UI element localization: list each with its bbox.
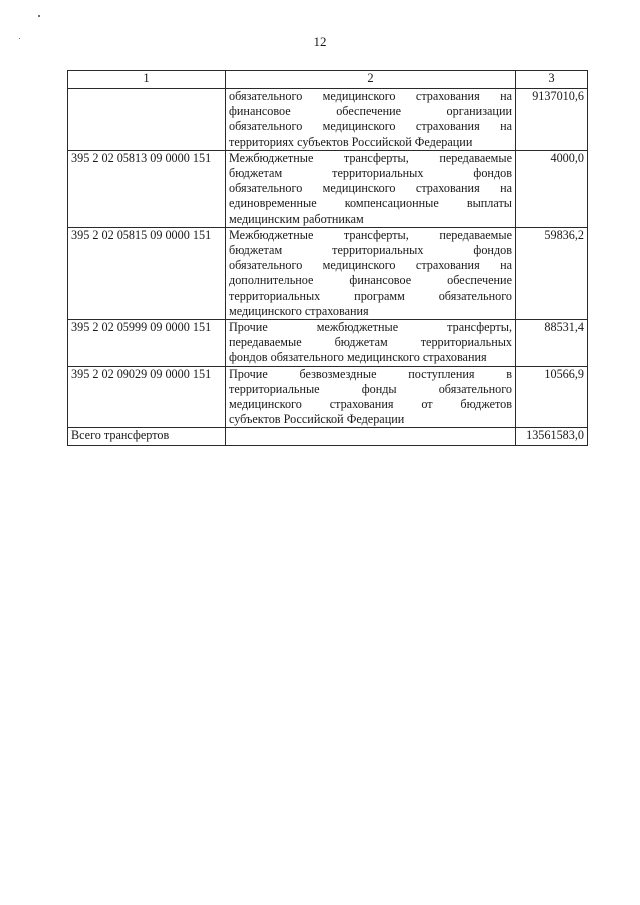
description-line: Межбюджетные трансферты, передаваемые (229, 227, 512, 242)
table-row (68, 89, 588, 151)
description-line: единовременные компенсационные выплаты (229, 196, 512, 211)
description-line: обязательного медицинского страхования на (229, 89, 512, 103)
description-line: бюджетам территориальных фондов (229, 166, 512, 181)
amount-cell: 4000,0 (516, 150, 588, 227)
description-line: бюджетам территориальных фондов (229, 243, 512, 258)
budget-code-cell: 395 2 02 05815 09 0000 151 (68, 227, 226, 319)
description-line: медицинского страхования от бюджетов (229, 397, 512, 412)
budget-code-cell (68, 89, 226, 151)
table-header-row (68, 71, 588, 89)
column-header-1: 1 (68, 71, 226, 89)
description-line: медицинского страхования (229, 303, 369, 318)
page-number: 12 (313, 34, 327, 49)
scan-speck (19, 38, 20, 39)
description-line: Межбюджетные трансферты, передаваемые (229, 150, 512, 165)
description-line: Прочие межбюджетные трансферты, (229, 320, 512, 335)
table-body (68, 71, 588, 446)
scan-speck (38, 15, 40, 17)
description-line: территориях субъектов Российской Федерации (229, 134, 473, 149)
description-line: финансовое обеспечение организации (229, 104, 512, 119)
total-label: Всего трансфертов (68, 428, 226, 446)
description-cell (226, 150, 516, 227)
description-line: фондов обязательного медицинского страхования (229, 350, 487, 365)
column-header-2: 2 (226, 71, 516, 89)
description-cell (226, 366, 516, 428)
description-cell (226, 320, 516, 367)
budget-code-cell: 395 2 02 05813 09 0000 151 (68, 150, 226, 227)
transfers-table (67, 70, 588, 446)
amount-cell: 88531,4 (516, 320, 588, 367)
description-cell (226, 227, 516, 319)
column-header-3: 3 (516, 71, 588, 89)
description-line: субъектов Российской Федерации (229, 412, 405, 427)
budget-code-cell: 395 2 02 09029 09 0000 151 (68, 366, 226, 428)
total-row (68, 428, 588, 446)
amount-cell: 59836,2 (516, 227, 588, 319)
description-line: обязательного медицинского страхования на (229, 119, 512, 134)
total-empty-cell (226, 428, 516, 446)
table-row (68, 320, 588, 367)
description-line: обязательного медицинского страхования на (229, 258, 512, 273)
budget-code-cell: 395 2 02 05999 09 0000 151 (68, 320, 226, 367)
description-line: передаваемые бюджетам территориальных (229, 335, 512, 350)
total-amount: 13561583,0 (516, 428, 588, 446)
amount-cell: 9137010,6 (516, 89, 588, 151)
description-line: Прочие безвозмездные поступления в (229, 366, 512, 381)
description-line: дополнительное финансовое обеспечение (229, 273, 512, 288)
description-line: территориальных программ обязательного (229, 288, 512, 303)
description-line: обязательного медицинского страхования на (229, 181, 512, 196)
description-cell (226, 89, 516, 151)
table-row (68, 150, 588, 227)
description-line: медицинским работникам (229, 211, 364, 226)
table-row (68, 227, 588, 319)
description-line: территориальные фонды обязательного (229, 381, 512, 396)
amount-cell: 10566,9 (516, 366, 588, 428)
table-row (68, 366, 588, 428)
